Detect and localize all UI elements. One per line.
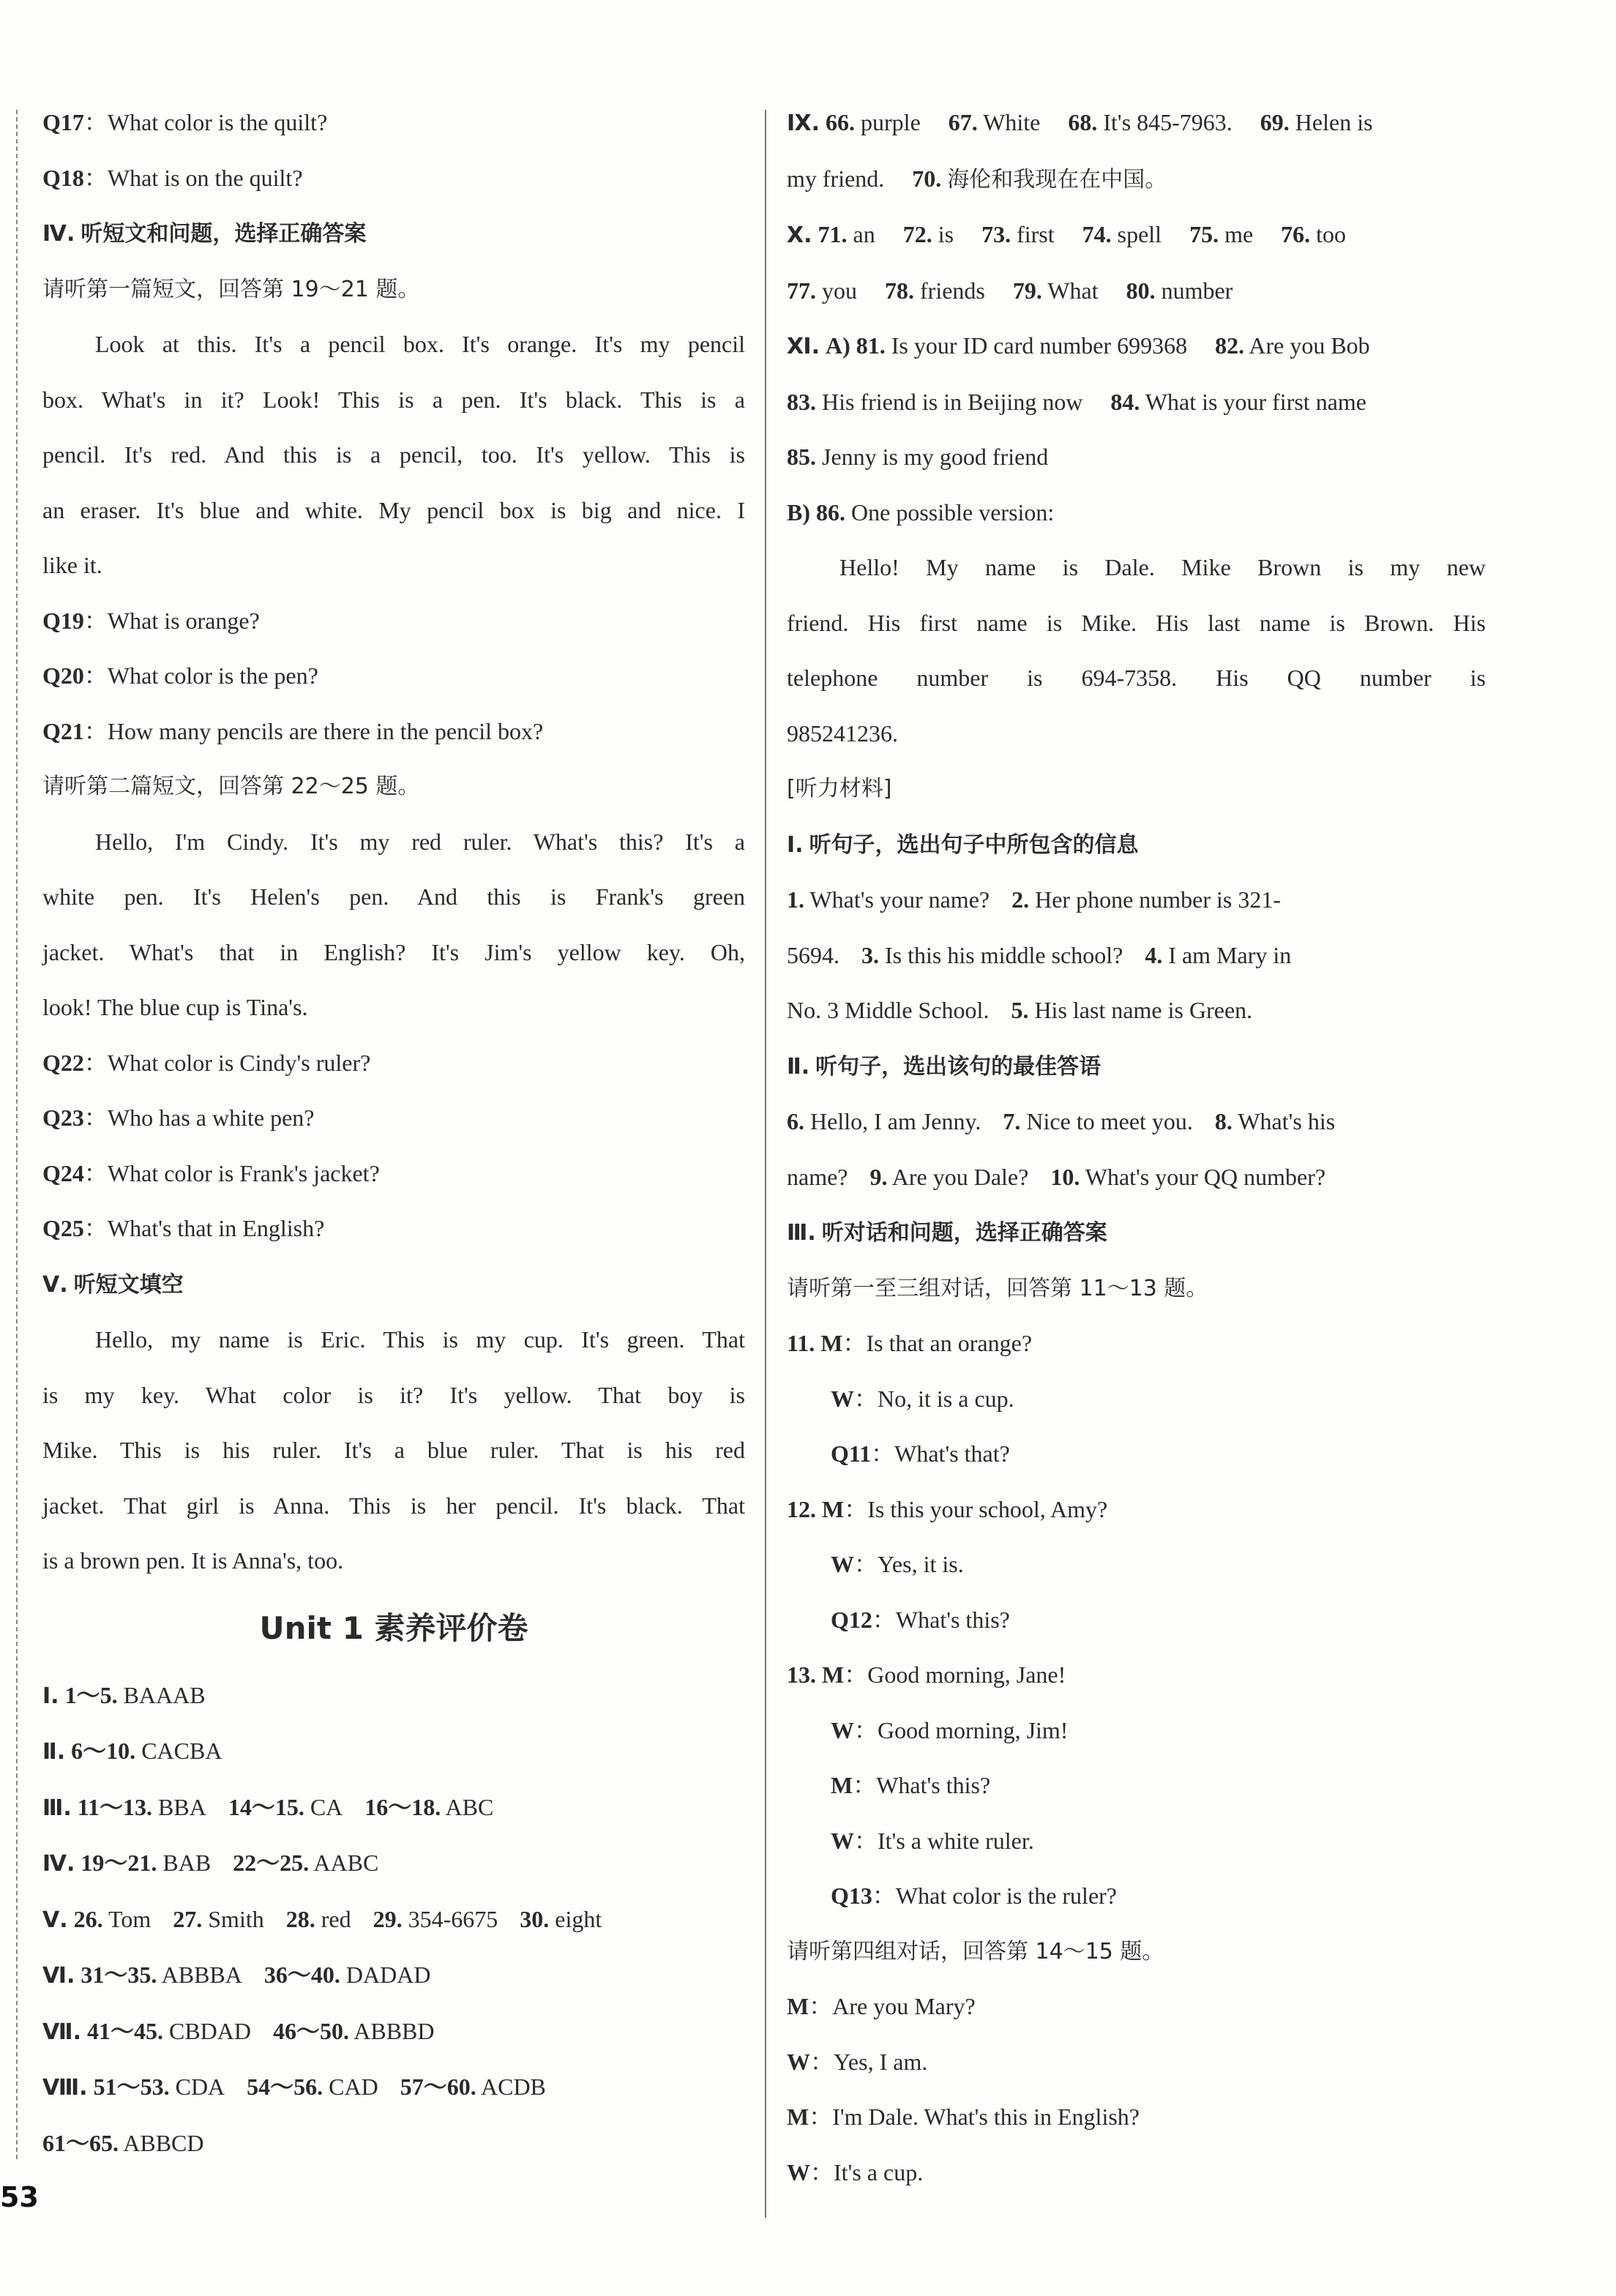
answer-value: CAD bbox=[329, 2073, 378, 2100]
dialog-line: M：Are you Mary? bbox=[787, 1993, 976, 2019]
dialog-text: What's this? bbox=[876, 1772, 991, 1798]
answer-line bbox=[42, 2060, 745, 2116]
item-text: Nice to meet you. bbox=[1026, 1108, 1193, 1134]
section-heading: Ⅱ. 听句子，选出该句的最佳答语 bbox=[787, 1053, 1101, 1080]
section-number: Ⅶ. bbox=[42, 2019, 81, 2045]
answer-key: 1～5. bbox=[64, 1681, 118, 1708]
answer-key: 31～35. bbox=[81, 1962, 157, 1988]
question-label: Q12 bbox=[831, 1606, 872, 1633]
answer-value: BAB bbox=[162, 1850, 212, 1876]
passage-line: Hello, I'm Cindy. It's my red ruler. What's this? It's a bbox=[95, 828, 745, 855]
answer-key: 6～10. bbox=[71, 1738, 136, 1764]
item-number: 1. bbox=[787, 886, 804, 913]
dialog-text: Good morning, Jim! bbox=[878, 1716, 1069, 1743]
answer-key: 41～45. bbox=[86, 2017, 163, 2044]
answer-line: B) 86. One possible version: bbox=[787, 498, 1055, 526]
answer-value: ABC bbox=[445, 1793, 494, 1820]
answer-key: 29. bbox=[373, 1905, 403, 1932]
question-line: Q24：What color is Frank's jacket? bbox=[42, 1159, 380, 1186]
left-column bbox=[42, 95, 745, 2171]
binding-margin-line bbox=[16, 110, 18, 2159]
passage-line: white pen. It's Helen's pen. And this is Frank's green bbox=[42, 883, 745, 910]
speaker: M bbox=[831, 1772, 853, 1798]
speaker: W bbox=[787, 2158, 810, 2185]
answer-line: Ⅹ. 71. an 72. is 73. first 74. spell 75. me 76. too bbox=[787, 221, 1347, 248]
answer-value: ABBBD bbox=[354, 2017, 435, 2044]
question-line: Q20：What color is the pen? bbox=[42, 662, 318, 689]
answer-value: AABC bbox=[313, 1850, 379, 1876]
question-line: Q18：What is on the quilt? bbox=[42, 164, 303, 191]
question-text: What color is the ruler? bbox=[895, 1882, 1117, 1909]
dialog-text: No, it is a cup. bbox=[878, 1385, 1014, 1412]
item-text: What's his bbox=[1238, 1108, 1336, 1134]
passage-line: look! The blue cup is Tina's. bbox=[42, 994, 308, 1020]
dialog-line: W：No, it is a cup. bbox=[831, 1385, 1014, 1412]
passage-line: like it. bbox=[42, 552, 102, 578]
dialog-list bbox=[787, 1316, 1486, 1924]
speaker: W bbox=[831, 1551, 854, 1577]
unit-heading: Unit 1 素养评价卷 bbox=[259, 1609, 528, 1646]
answer-key: 30. bbox=[520, 1905, 550, 1932]
section2-lines bbox=[787, 1094, 1486, 1205]
essay-line: telephone number is 694-7358. His QQ number is bbox=[787, 665, 1486, 691]
dialog-text: Yes, it is. bbox=[878, 1551, 964, 1577]
section-number: Ⅱ. bbox=[42, 1739, 66, 1765]
dialog-line: 13. M：Good morning, Jane! bbox=[787, 1661, 1066, 1688]
dialog-text: I'm Dale. What's this in English? bbox=[832, 2104, 1140, 2130]
answer-value: BBA bbox=[158, 1793, 206, 1820]
question-line: Q19：What is orange? bbox=[42, 607, 260, 634]
item-text: Her phone number is 321- bbox=[1035, 886, 1282, 913]
answer-value: ABBCD bbox=[123, 2129, 204, 2156]
question-line: Q13：What color is the ruler? bbox=[831, 1882, 1117, 1909]
dialog-intro: 请听第一至三组对话，回答第 11～13 题。 bbox=[787, 1275, 1208, 1301]
question-line: Q25：What's that in English? bbox=[42, 1215, 325, 1241]
page-number: 53 bbox=[0, 2181, 39, 2213]
answer-key: 57～60. bbox=[400, 2073, 476, 2100]
answer-key: 19～21. bbox=[81, 1850, 157, 1876]
answer-value: ACDB bbox=[480, 2073, 546, 2100]
dialog-number: 12. bbox=[787, 1495, 816, 1522]
item-number: 3. bbox=[861, 941, 879, 968]
answer-line bbox=[42, 1836, 745, 1892]
dialog-line: M：What's this? bbox=[831, 1772, 991, 1798]
section1-lines bbox=[787, 872, 1486, 1039]
item-number: 8. bbox=[1214, 1108, 1232, 1134]
item-text: No. 3 Middle School. bbox=[787, 997, 990, 1023]
section-heading: Ⅰ. 听句子，选出句子中所包含的信息 bbox=[787, 831, 1139, 858]
dialog-number: 11. bbox=[787, 1330, 815, 1356]
answer-line bbox=[42, 1948, 745, 2004]
answer-value: CA bbox=[310, 1793, 343, 1820]
passage-line: an eraser. It's blue and white. My pencil box is big and nice. I bbox=[42, 496, 745, 523]
right-column bbox=[787, 95, 1486, 2200]
answer-value: CDA bbox=[175, 2073, 225, 2100]
answer-key: 16～18. bbox=[364, 1793, 441, 1820]
item-text: What's your QQ number? bbox=[1085, 1163, 1326, 1190]
section-heading: Ⅴ. 听短文填空 bbox=[42, 1271, 184, 1298]
passage-line: Look at this. It's a pencil box. It's orange. It's my pencil bbox=[95, 331, 745, 357]
dialog-line: 12. M：Is this your school, Amy? bbox=[787, 1495, 1108, 1522]
answer-line bbox=[42, 2004, 745, 2060]
dialog-text: It's a cup. bbox=[834, 2158, 924, 2185]
passage-line: Hello, my name is Eric. This is my cup. It's green. That bbox=[95, 1326, 745, 1353]
answer-line: 85. Jenny is my good friend bbox=[787, 444, 1049, 470]
answer-key: 14～15. bbox=[228, 1793, 304, 1820]
passage-line: box. What's in it? Look! This is a pen. It's black. This is a bbox=[42, 386, 745, 413]
answer-line bbox=[42, 1724, 745, 1780]
dialog-line: W：Yes, I am. bbox=[787, 2048, 928, 2075]
dialog-intro: 请听第四组对话，回答第 14～15 题。 bbox=[787, 1938, 1164, 1964]
question-label: Q11 bbox=[831, 1440, 872, 1467]
answer-line: 83. His friend is in Beijing now 84. What is your first name bbox=[787, 388, 1366, 415]
answer-key: 28. bbox=[285, 1905, 315, 1932]
item-text: Is this his middle school? bbox=[885, 941, 1123, 968]
essay-line: friend. His first name is Mike. His last name is Brown. His bbox=[787, 609, 1486, 636]
item-text: 5694. bbox=[787, 941, 839, 968]
answer-value: Smith bbox=[208, 1905, 264, 1932]
sentence-line bbox=[787, 928, 1486, 984]
question-text: What's this? bbox=[895, 1606, 1010, 1633]
item-number: 7. bbox=[1003, 1108, 1021, 1134]
item-text: Hello, I am Jenny. bbox=[810, 1108, 981, 1134]
answer-value: Tom bbox=[108, 1905, 152, 1932]
item-text: What's your name? bbox=[809, 886, 990, 913]
item-number: 5. bbox=[1011, 997, 1029, 1023]
answer-value: DADAD bbox=[345, 1962, 431, 1988]
passage-line: jacket. That girl is Anna. This is her pencil. It's black. That bbox=[42, 1492, 745, 1519]
answer-line bbox=[42, 1780, 745, 1836]
question-label: Q13 bbox=[831, 1882, 872, 1909]
dialog-line: 11. M：Is that an orange? bbox=[787, 1330, 1033, 1356]
sentence-line bbox=[787, 872, 1486, 928]
dialog-line: W：It's a white ruler. bbox=[831, 1827, 1034, 1854]
speaker: M bbox=[787, 1993, 809, 2019]
answer-value: red bbox=[321, 1905, 351, 1932]
dialog-line: W：Good morning, Jim! bbox=[831, 1716, 1069, 1743]
question-line: Q21：How many pencils are there in the pencil box? bbox=[42, 717, 544, 744]
answer-value: ABBBA bbox=[161, 1962, 242, 1988]
passage-line: is my key. What color is it? It's yellow. That boy is bbox=[42, 1381, 745, 1408]
answer-line: 77. you 78. friends 79. What 80. number bbox=[787, 277, 1233, 304]
passage-line: is a brown pen. It is Anna's, too. bbox=[42, 1547, 344, 1574]
speaker: W bbox=[831, 1716, 854, 1743]
speaker: M bbox=[822, 1495, 845, 1522]
sentence-line bbox=[787, 983, 1486, 1039]
section-number: Ⅰ. bbox=[42, 1683, 59, 1709]
answer-value: 354-6675 bbox=[408, 1905, 498, 1932]
question-line: Q23：Who has a white pen? bbox=[42, 1104, 315, 1131]
speaker: W bbox=[831, 1827, 854, 1854]
section-heading: Ⅳ. 听短文和问题，选择正确答案 bbox=[42, 221, 367, 247]
speaker: M bbox=[820, 1330, 843, 1356]
essay-line: Hello! My name is Dale. Mike Brown is my new bbox=[839, 554, 1486, 580]
listening-material-tag: [听力材料] bbox=[787, 776, 892, 801]
item-number: 4. bbox=[1145, 941, 1163, 968]
question-line: Q11：What's that? bbox=[831, 1440, 1010, 1467]
answer-list bbox=[42, 1668, 745, 2172]
dialog-text: It's a white ruler. bbox=[878, 1827, 1034, 1854]
answer-key: 51～53. bbox=[93, 2073, 170, 2100]
speaker: M bbox=[787, 2104, 809, 2130]
passage-line: jacket. What's that in English? It's Jim's yellow key. Oh, bbox=[42, 938, 745, 965]
item-text: His last name is Green. bbox=[1034, 997, 1253, 1023]
item-number: 2. bbox=[1011, 886, 1030, 913]
answer-key: 36～40. bbox=[263, 1962, 340, 1988]
question-text: What's that? bbox=[894, 1440, 1010, 1467]
question-line: Q22：What color is Cindy's ruler? bbox=[42, 1049, 371, 1076]
speaker: M bbox=[822, 1661, 845, 1688]
item-number: 10. bbox=[1050, 1163, 1080, 1190]
item-text: I am Mary in bbox=[1168, 941, 1292, 968]
answer-line bbox=[42, 1668, 745, 1724]
answer-line bbox=[42, 2116, 745, 2172]
answer-key: 54～56. bbox=[247, 2073, 323, 2100]
dialog-text: Is that an orange? bbox=[866, 1330, 1033, 1356]
dialog-text: Good morning, Jane! bbox=[867, 1661, 1066, 1688]
answer-key: 27. bbox=[173, 1905, 203, 1932]
section-number: Ⅵ. bbox=[42, 1963, 75, 1989]
passage-line: Mike. This is his ruler. It's a blue ruler. That is his red bbox=[42, 1437, 745, 1463]
dialog-text: Are you Mary? bbox=[832, 1993, 976, 2019]
answer-key: 61～65. bbox=[42, 2129, 119, 2156]
dialog-text: Is this your school, Amy? bbox=[867, 1495, 1108, 1522]
answer-key: 46～50. bbox=[273, 2017, 350, 2044]
section-number: Ⅲ. bbox=[42, 1795, 72, 1821]
answer-value: BAAAB bbox=[123, 1681, 206, 1708]
section-number: Ⅳ. bbox=[42, 1851, 75, 1877]
answer-key: 22～25. bbox=[233, 1850, 310, 1876]
essay-line: 985241236. bbox=[787, 719, 898, 747]
speaker: W bbox=[831, 1385, 854, 1412]
dialog-number: 13. bbox=[787, 1661, 816, 1688]
item-number: 9. bbox=[869, 1163, 888, 1190]
sentence-line bbox=[787, 1094, 1486, 1150]
section-heading: Ⅲ. 听对话和问题，选择正确答案 bbox=[787, 1220, 1107, 1246]
passage-intro: 请听第一篇短文，回答第 19～21 题。 bbox=[42, 276, 420, 302]
item-number: 6. bbox=[787, 1108, 804, 1134]
passage-intro: 请听第二篇短文，回答第 22～25 题。 bbox=[42, 774, 420, 799]
item-text: Are you Dale? bbox=[891, 1163, 1029, 1190]
dialog-text: Yes, I am. bbox=[834, 2048, 928, 2075]
section-number: Ⅴ. bbox=[42, 1907, 68, 1933]
answer-line: Ⅸ. 66. purple 67. White 68. It's 845-7963. 69. Helen is bbox=[787, 109, 1373, 136]
column-divider bbox=[765, 110, 766, 2218]
section-number: Ⅷ. bbox=[42, 2075, 88, 2101]
answer-value: eight bbox=[555, 1905, 602, 1932]
dialog-4 bbox=[787, 1979, 1486, 2200]
answer-line: Ⅺ. A) 81. Is your ID card number 699368 82. Are you Bob bbox=[787, 332, 1370, 359]
answer-line bbox=[42, 1892, 745, 1948]
dialog-line: W：It's a cup. bbox=[787, 2158, 924, 2185]
item-text: name? bbox=[787, 1163, 848, 1190]
question-line: Q12：What's this? bbox=[831, 1606, 1010, 1633]
speaker: W bbox=[787, 2048, 810, 2075]
answer-value: CACBA bbox=[141, 1738, 222, 1764]
answer-value: CBDAD bbox=[168, 2017, 251, 2044]
sentence-line bbox=[787, 1150, 1486, 1205]
dialog-line: W：Yes, it is. bbox=[831, 1551, 964, 1577]
answer-key: 26. bbox=[73, 1905, 103, 1932]
question-line: Q17：What color is the quilt? bbox=[42, 109, 328, 135]
answer-key: 11～13. bbox=[77, 1793, 153, 1820]
dialog-line: M：I'm Dale. What's this in English? bbox=[787, 2104, 1140, 2130]
answer-line: my friend. 70. 海伦和我现在在中国。 bbox=[787, 165, 1167, 192]
passage-line: pencil. It's red. And this is a pencil, too. It's yellow. This is bbox=[42, 441, 745, 468]
